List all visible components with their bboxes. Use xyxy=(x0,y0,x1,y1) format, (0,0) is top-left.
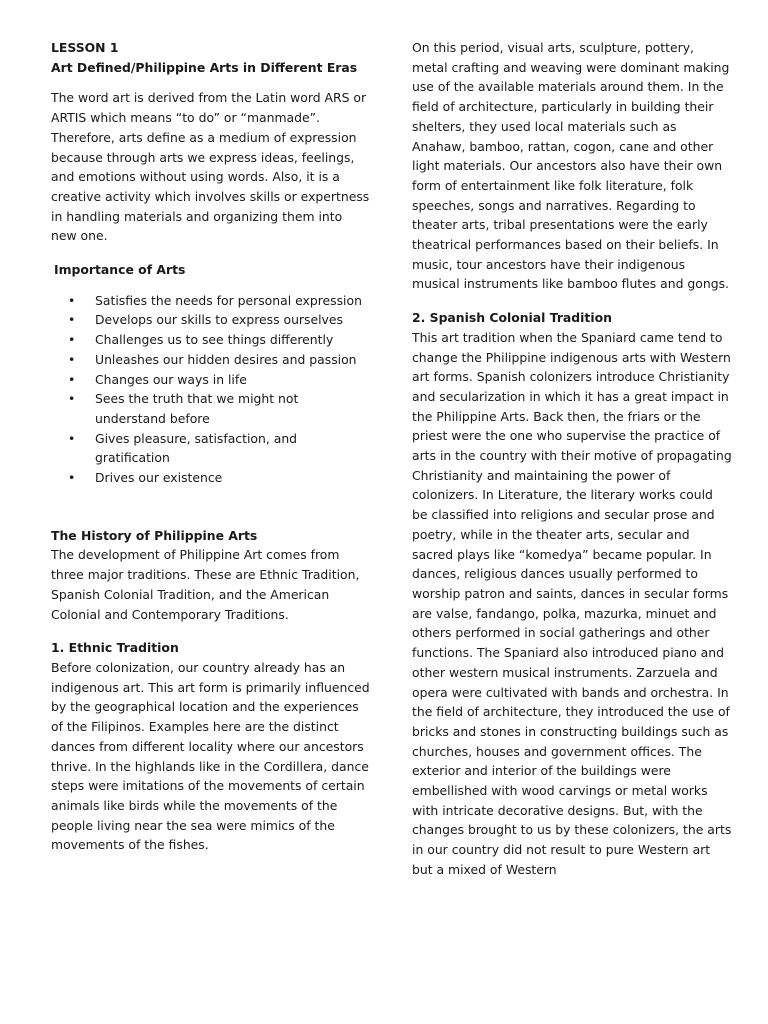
left-column xyxy=(51,38,371,855)
ethnic-continued-paragraph: On this period, visual arts, sculpture, pottery, metal crafting and weaving were dominant making use of the available materials around them. In the field of architecture, particularly in building their shelters, they used local materials such as Anahaw, bamboo, rattan, cogon, cane and other light materials. Our ancestors also have their own form of entertainment like folk literature, folk speeches, songs and narratives. Regarding to theater arts, tribal presentations were the early theatrical performances based on their beliefs. In music, tour ancestors have their indigenous musical instruments like bamboo flutes and gongs. xyxy=(412,40,730,292)
bullet-icon: • xyxy=(68,351,76,367)
list-item: • Sees the truth that we might not understand before xyxy=(68,391,299,426)
list-item: • Satisfies the needs for personal expression xyxy=(51,291,371,311)
importance-list xyxy=(51,291,371,488)
bullet-icon: • xyxy=(68,470,76,486)
bullet-icon: • xyxy=(68,430,76,446)
spanish-tradition-paragraph: This art tradition when the Spaniard came tend to change the Philippine indigenous arts with Western art forms. Spanish colonizers introduce Christianity and secularization in which it has a great impact in the Philippine Arts. Back then, the friars or the priest were the one who supervise the practice of arts in the country with their motive of propagating Christianity and maintaining the power of colonizers. In Literature, the literary works could be classified into religions and secular prose and poetry, while in the theater arts, secular and sacred plays like “komedya” became popular. In dances, religious dances usually performed to worship patron and saints, dances in secular forms are valse, fandango, polka, mazurka, minuet and others performed in social gatherings and other functions. The Spaniard also introduced piano and other western musical instruments. Zarzuela and opera were cultivated with bands and orchestra. In the field of architecture, they introduced the use of bricks and stones in constructing buildings such as churches, houses and government offices. The exterior and interior of the buildings were embellished with wood carvings or metal works with intricate decorative designs. But, with the changes brought to us by these colonizers, the arts in our country did not result to pure Western art but a mixed of Western xyxy=(412,329,732,877)
right-column xyxy=(412,38,732,880)
bullet-icon: • xyxy=(68,332,76,348)
bullet-icon: • xyxy=(68,292,76,308)
list-item: • Drives our existence xyxy=(51,468,371,488)
history-heading: The History of Philippine Arts xyxy=(51,527,258,543)
lesson-number: LESSON 1 xyxy=(51,40,119,55)
spanish-tradition-heading: 2. Spanish Colonial Tradition xyxy=(412,310,612,326)
list-item: • Changes our ways in life xyxy=(51,370,371,390)
list-item: • Gives pleasure, satisfaction, and gratification xyxy=(68,430,298,466)
lesson-title: Art Defined/Philippine Arts in Different Eras xyxy=(51,59,358,75)
ethnic-tradition-heading: 1. Ethnic Tradition xyxy=(51,640,179,656)
list-item: • Unleashes our hidden desires and passion xyxy=(51,350,371,370)
bullet-icon: • xyxy=(68,371,76,387)
history-paragraph: The development of Philippine Art comes from three major traditions. These are Ethnic Tradition, Spanish Colonial Tradition, and the American Colonial and Contemporary Traditions. xyxy=(51,547,360,622)
bullet-icon: • xyxy=(68,312,76,328)
importance-heading: Importance of Arts xyxy=(54,262,186,278)
list-item: • Develops our skills to express ourselves xyxy=(51,310,371,330)
ethnic-tradition-paragraph: Before colonization, our country already has an indigenous art. This art form is primarily influenced by the geographical location and the experiences of the Filipinos. Examples here are the distinct dances from different locality where our ancestors thrive. In the highlands like in the Cordillera, dance steps were imitations of the movements of certain animals like birds while the movements of the people living near the sea were mimics of the movements of the fishes. xyxy=(51,659,370,853)
bullet-icon: • xyxy=(68,391,76,407)
art-definition-paragraph: The word art is derived from the Latin word ARS or ARTIS which means “to do” or “manmade”. Therefore, arts define as a medium of expression because through arts we express ideas, feelings, and emotions without using words. Also, it is a creative activity which involves skills or expertness in handling materials and organizing them into new one. xyxy=(51,90,370,244)
list-item: • Challenges us to see things differently xyxy=(51,330,371,350)
